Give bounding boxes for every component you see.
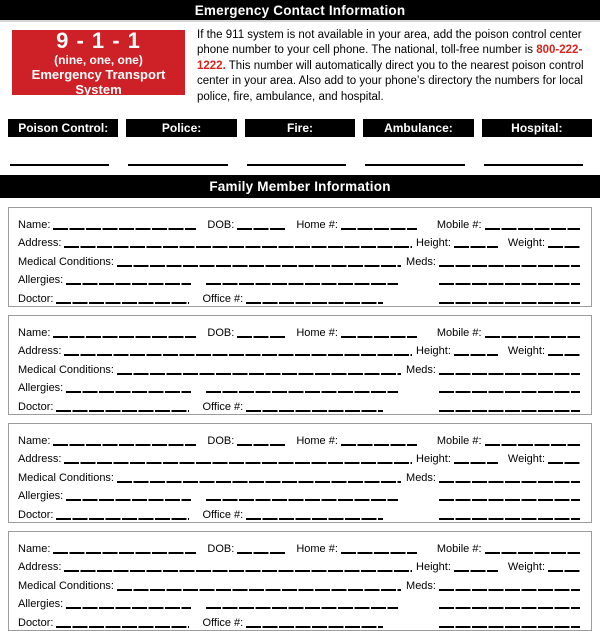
police-blank-cell <box>126 164 236 166</box>
home-phone-label: Home #: <box>296 218 338 231</box>
mobile-phone-blank-line <box>485 552 580 554</box>
emergency-contact-header: Emergency Contact Information <box>0 0 600 22</box>
poison-control-blank-cell <box>8 164 118 166</box>
family-member-blocks <box>8 207 592 631</box>
height-label: Height: <box>416 237 451 250</box>
mobile-phone-blank-line <box>485 336 580 338</box>
meds-blank-line <box>439 589 580 591</box>
meds-continuation-line-2 <box>439 626 580 628</box>
address-height-weight-row <box>18 556 580 575</box>
home-phone-blank-line <box>341 552 417 554</box>
name-blank-line <box>53 444 196 446</box>
office-phone-blank-line <box>246 518 383 520</box>
address-blank-line <box>64 246 412 248</box>
allergies-label: Allergies: <box>18 598 64 611</box>
meds-blank-line <box>439 265 580 267</box>
dob-blank-line <box>237 336 285 338</box>
family-member-header: Family Member Information <box>0 175 600 198</box>
weight-label: Weight: <box>507 237 545 250</box>
height-blank-line <box>454 354 498 356</box>
poison-control-label-bar: Poison Control: <box>8 119 118 137</box>
poison-control-phone-number: 800-222-1222. <box>197 44 583 72</box>
family-member-block <box>8 207 592 307</box>
mobile-phone-label: Mobile #: <box>436 542 482 555</box>
office-phone-label: Office #: <box>202 401 244 413</box>
meds-continuation-line-2 <box>439 410 580 412</box>
dob-blank-line <box>237 228 285 230</box>
mobile-phone-label: Mobile #: <box>436 434 482 447</box>
address-height-weight-row <box>18 340 580 359</box>
office-phone-label: Office #: <box>202 617 244 629</box>
height-blank-line <box>454 462 498 464</box>
police-blank-line <box>128 164 227 166</box>
intro-paragraph <box>197 28 590 105</box>
mobile-phone-blank-line <box>485 444 580 446</box>
dob-label: DOB: <box>207 434 235 447</box>
doctor-office-row <box>18 503 580 522</box>
office-phone-blank-line <box>246 302 383 304</box>
fire-blank-cell <box>245 164 355 166</box>
meds-continuation-line-2 <box>439 302 580 304</box>
family-member-block <box>8 423 592 523</box>
medical-conditions-blank-line <box>117 265 401 267</box>
office-phone-blank-line <box>246 410 383 412</box>
meds-continuation-line-2 <box>439 518 580 520</box>
name-blank-line <box>53 336 196 338</box>
doctor-blank-line <box>56 410 189 412</box>
doctor-office-row <box>18 611 580 630</box>
weight-blank-line <box>548 570 580 572</box>
doctor-label: Doctor: <box>18 293 54 305</box>
medical-conditions-meds-row <box>18 250 580 269</box>
911-caption: Emergency Transport System <box>31 66 166 97</box>
allergies-row <box>18 593 580 612</box>
height-label: Height: <box>416 561 451 574</box>
address-label: Address: <box>18 453 62 466</box>
fire-blank-line <box>247 164 346 166</box>
allergies-continuation-line <box>206 283 398 285</box>
weight-label: Weight: <box>507 453 545 466</box>
office-phone-label: Office #: <box>202 293 244 305</box>
hospital-blank-cell <box>482 164 592 166</box>
meds-label: Meds: <box>406 363 436 376</box>
name-dob-phone-row <box>18 213 580 232</box>
weight-blank-line <box>548 354 580 356</box>
allergies-blank-line <box>66 607 191 609</box>
meds-continuation-line-1 <box>439 283 580 285</box>
home-phone-blank-line <box>341 228 417 230</box>
address-label: Address: <box>18 237 62 250</box>
allergies-continuation-line <box>206 607 398 609</box>
name-label: Name: <box>18 326 51 339</box>
medical-conditions-blank-line <box>117 481 401 483</box>
name-dob-phone-row <box>18 537 580 556</box>
height-label: Height: <box>416 345 451 358</box>
doctor-blank-line <box>56 626 189 628</box>
weight-blank-line <box>548 246 580 248</box>
address-blank-line <box>64 354 412 356</box>
intro-text-before: If the 911 system is not available in your area, add the poison control center phone number to your cell phone. The national, toll-free number is <box>197 29 582 57</box>
office-phone-label: Office #: <box>202 509 244 521</box>
meds-continuation-line-1 <box>439 499 580 501</box>
911-subtitle: (nine, one, one) <box>54 52 143 67</box>
meds-blank-line <box>439 481 580 483</box>
allergies-label: Allergies: <box>18 274 64 287</box>
allergies-continuation-line <box>206 391 398 393</box>
medical-conditions-label: Medical Conditions: <box>18 255 114 268</box>
medical-conditions-meds-row <box>18 574 580 593</box>
height-blank-line <box>454 246 498 248</box>
meds-label: Meds: <box>406 255 436 268</box>
home-phone-label: Home #: <box>296 542 338 555</box>
mobile-phone-blank-line <box>485 228 580 230</box>
hospital-blank-line <box>484 164 583 166</box>
police-label-bar: Police: <box>126 119 236 137</box>
allergies-blank-line <box>66 391 191 393</box>
doctor-blank-line <box>56 302 189 304</box>
doctor-label: Doctor: <box>18 401 54 413</box>
contact-blank-lines <box>8 164 592 166</box>
fire-label-bar: Fire: <box>245 119 355 137</box>
doctor-office-row <box>18 287 580 306</box>
allergies-blank-line <box>66 499 191 501</box>
allergies-row <box>18 377 580 396</box>
home-phone-label: Home #: <box>296 434 338 447</box>
dob-blank-line <box>237 444 285 446</box>
address-height-weight-row <box>18 232 580 251</box>
allergies-row <box>18 485 580 504</box>
name-label: Name: <box>18 218 51 231</box>
home-phone-blank-line <box>341 336 417 338</box>
name-dob-phone-row <box>18 429 580 448</box>
doctor-blank-line <box>56 518 189 520</box>
weight-label: Weight: <box>507 561 545 574</box>
address-blank-line <box>64 570 412 572</box>
address-label: Address: <box>18 345 62 358</box>
home-phone-blank-line <box>341 444 417 446</box>
intro-section <box>12 27 590 105</box>
mobile-phone-label: Mobile #: <box>436 218 482 231</box>
address-height-weight-row <box>18 448 580 467</box>
doctor-label: Doctor: <box>18 509 54 521</box>
medical-conditions-label: Medical Conditions: <box>18 579 114 592</box>
dob-label: DOB: <box>207 218 235 231</box>
family-member-block <box>8 531 592 631</box>
name-dob-phone-row <box>18 321 580 340</box>
contact-label-bars <box>8 119 592 137</box>
height-blank-line <box>454 570 498 572</box>
meds-continuation-line-1 <box>439 607 580 609</box>
meds-blank-line <box>439 373 580 375</box>
weight-label: Weight: <box>507 345 545 358</box>
height-label: Height: <box>416 453 451 466</box>
911-red-box <box>12 27 185 97</box>
dob-label: DOB: <box>207 542 235 555</box>
dob-label: DOB: <box>207 326 235 339</box>
hospital-label-bar: Hospital: <box>482 119 592 137</box>
meds-label: Meds: <box>406 579 436 592</box>
office-phone-blank-line <box>246 626 383 628</box>
meds-label: Meds: <box>406 471 436 484</box>
meds-continuation-line-1 <box>439 391 580 393</box>
doctor-office-row <box>18 395 580 414</box>
address-label: Address: <box>18 561 62 574</box>
medical-conditions-blank-line <box>117 373 401 375</box>
address-blank-line <box>64 462 412 464</box>
poison-control-blank-line <box>10 164 109 166</box>
weight-blank-line <box>548 462 580 464</box>
name-blank-line <box>53 552 196 554</box>
mobile-phone-label: Mobile #: <box>436 326 482 339</box>
home-phone-label: Home #: <box>296 326 338 339</box>
medical-conditions-meds-row <box>18 466 580 485</box>
allergies-label: Allergies: <box>18 382 64 395</box>
intro-text-after: This number will automatically direct you to the nearest poison control center in your area. Also add to your phone’s directory the numbers for local police, fire, ambulance, and hospital. <box>197 59 584 103</box>
allergies-label: Allergies: <box>18 490 64 503</box>
name-blank-line <box>53 228 196 230</box>
medical-conditions-blank-line <box>117 589 401 591</box>
doctor-label: Doctor: <box>18 617 54 629</box>
allergies-row <box>18 269 580 288</box>
allergies-continuation-line <box>206 499 398 501</box>
ambulance-blank-line <box>365 164 464 166</box>
medical-conditions-label: Medical Conditions: <box>18 471 114 484</box>
medical-conditions-label: Medical Conditions: <box>18 363 114 376</box>
ambulance-label-bar: Ambulance: <box>363 119 473 137</box>
dob-blank-line <box>237 552 285 554</box>
name-label: Name: <box>18 434 51 447</box>
ambulance-blank-cell <box>363 164 473 166</box>
911-number: 9 - 1 - 1 <box>56 27 141 53</box>
family-member-block <box>8 315 592 415</box>
name-label: Name: <box>18 542 51 555</box>
allergies-blank-line <box>66 283 191 285</box>
medical-conditions-meds-row <box>18 358 580 377</box>
